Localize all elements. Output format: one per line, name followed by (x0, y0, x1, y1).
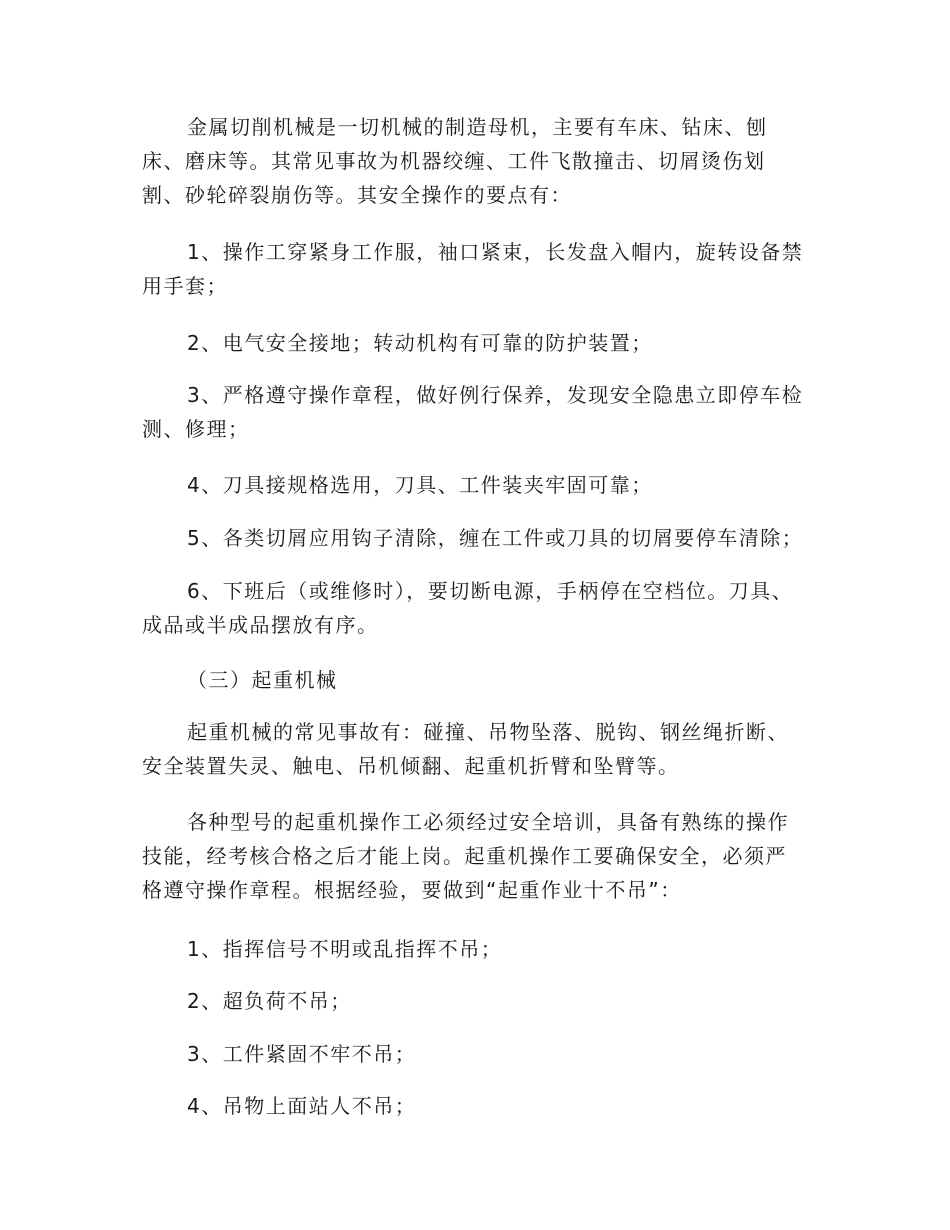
text-line: 金属切削机械是一切机械的制造母机，主要有车床、钻床、刨 (187, 115, 768, 139)
text-line: （三）起重机械 (187, 668, 338, 692)
text-line: 2、超负荷不吊； (187, 989, 352, 1013)
text-line: 2、电气安全接地；转动机构有可靠的防护装置； (187, 331, 653, 355)
paragraph-item-4-tools (142, 468, 812, 502)
text-line: 用手套； (142, 274, 228, 298)
text-line: 3、严格遵守操作章程，做好例行保养，发现安全隐患立即停车检 (187, 383, 804, 407)
paragraph-lifting-accidents (142, 715, 812, 783)
paragraph-item-5-chips (142, 521, 812, 555)
text-line: 格遵守操作章程。根据经验，要做到“起重作业十不吊”： (142, 878, 682, 902)
text-line: 起重机械的常见事故有：碰撞、吊物坠落、脱钩、钢丝绳折断、 (187, 720, 789, 744)
text-line: 安全装置失灵、触电、吊机倾翻、起重机折臂和坠臂等。 (142, 754, 680, 778)
paragraph-rule-1 (142, 932, 812, 966)
text-line: 各种型号的起重机操作工必须经过安全培训，具备有熟练的操作 (187, 810, 789, 834)
text-line: 4、吊物上面站人不吊； (187, 1094, 417, 1118)
text-line: 6、下班后（或维修时），要切断电源，手柄停在空档位。刀具、 (187, 579, 794, 603)
paragraph-rule-3 (142, 1037, 812, 1071)
text-line: 床、磨床等。其常见事故为机器绞缠、工件飞散撞击、切屑烫伤划 (142, 149, 766, 173)
text-line: 割、砂轮碎裂崩伤等。其安全操作的要点有： (142, 183, 572, 207)
paragraph-item-1-workwear (142, 235, 812, 303)
paragraph-metal-cutting-intro (142, 110, 812, 212)
paragraph-rule-2 (142, 984, 812, 1018)
section-heading-lifting-machinery (142, 663, 812, 697)
text-line: 4、刀具接规格选用，刀具、工件装夹牢固可靠； (187, 473, 653, 497)
text-line: 技能，经考核合格之后才能上岗。起重机操作工要确保安全，必须严 (142, 844, 787, 868)
text-line: 1、指挥信号不明或乱指挥不吊； (187, 937, 503, 961)
text-line: 测、修理； (142, 417, 250, 441)
text-line: 成品或半成品摆放有序。 (142, 613, 379, 637)
paragraph-item-3-procedures (142, 378, 812, 446)
text-line: 5、各类切屑应用钩子清除，缠在工件或刀具的切屑要停车清除； (187, 526, 804, 550)
paragraph-operator-training (142, 805, 812, 907)
paragraph-item-6-shutdown (142, 574, 812, 642)
text-line: 1、操作工穿紧身工作服，袖口紧束，长发盘入帽内，旋转设备禁 (187, 240, 804, 264)
text-line: 3、工件紧固不牢不吊； (187, 1042, 417, 1066)
paragraph-rule-4 (142, 1089, 812, 1123)
paragraph-item-2-grounding (142, 326, 812, 360)
